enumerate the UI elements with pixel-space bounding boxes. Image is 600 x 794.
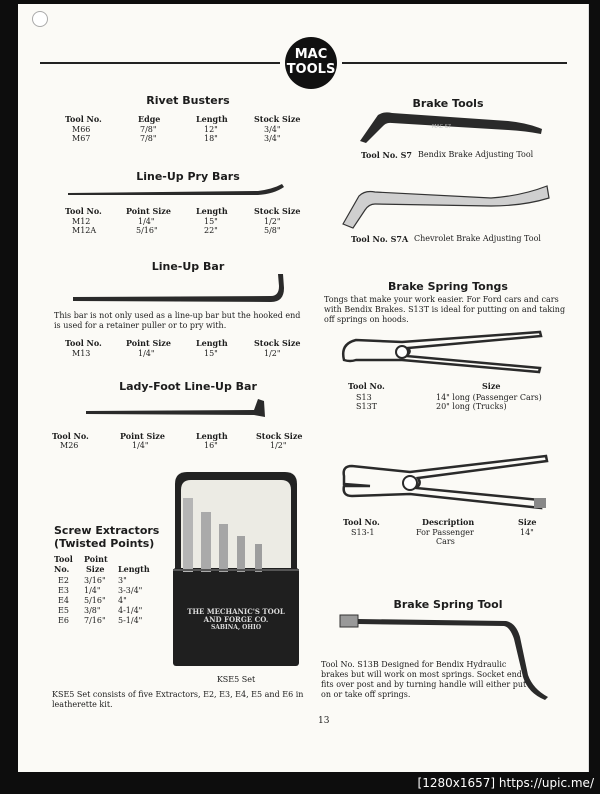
cell: 15"	[204, 349, 218, 358]
cell: 3-3/4"	[118, 586, 143, 595]
s7-tool-image	[358, 109, 548, 143]
s7a-label: Tool No. S7A	[351, 234, 409, 244]
cell: 7/16"	[84, 616, 106, 625]
cell: 1/4"	[138, 349, 155, 358]
header-point: Point	[84, 554, 108, 564]
cell: 4-1/4"	[118, 606, 143, 615]
page-number: 13	[318, 716, 330, 726]
header-stock-size: Stock Size	[254, 206, 301, 216]
header-stock-size: Stock Size	[254, 114, 301, 124]
header-rule-right	[342, 62, 567, 64]
cell: 7/8"	[140, 125, 157, 134]
s13-tongs-image	[340, 330, 552, 372]
header-stock-size: Stock Size	[254, 338, 301, 348]
header-stock-size: Stock Size	[256, 431, 303, 441]
tongs-description: Tongs that make your work easier. For Ford cars and cars with Bendix Brakes. S13T is ideal for putting on and taking off springs on hoods.	[324, 295, 566, 324]
screw-extractors-title: Screw Extractors	[54, 524, 160, 537]
s13b-description: Tool No. S13B Designed for Bendix Hydraulic brakes but will work on most springs. Socket end fits over post and by turning handle will either put on or take off springs.	[321, 660, 527, 699]
header-rule-left	[40, 62, 280, 64]
kit-set-label: KSE5 Set	[216, 675, 256, 684]
cell: 18"	[204, 134, 218, 143]
header-length: Length	[196, 338, 228, 348]
cell: 22"	[204, 226, 218, 235]
cell: 12"	[204, 125, 218, 134]
cell: M12A	[72, 226, 97, 235]
cell: M66	[72, 125, 91, 134]
header-length: Length	[196, 431, 228, 441]
cell: S13T	[356, 402, 377, 411]
cell: 1/4"	[84, 586, 101, 595]
lady-foot-bar-image	[86, 399, 271, 421]
cell: E2	[58, 576, 69, 585]
cell: E3	[58, 586, 69, 595]
cell: 3/16"	[84, 576, 106, 585]
cell: M12	[72, 217, 91, 226]
header-tool-no: Tool No.	[343, 517, 380, 527]
pry-bars-title: Line-Up Pry Bars	[136, 170, 240, 183]
cell: E4	[58, 596, 69, 605]
watermark: [1280x1657] https://upic.me/	[417, 776, 594, 790]
kit-print: THE MECHANIC'S TOOL AND FORGE CO. SABINA, OHIO	[187, 607, 285, 631]
header-tool-no: Tool No.	[65, 206, 102, 216]
cell: 1/2"	[264, 217, 281, 226]
s7-description: Bendix Brake Adjusting Tool	[418, 150, 534, 159]
screw-extractors-subtitle: (Twisted Points)	[54, 537, 155, 550]
cell: M13	[72, 349, 91, 358]
cell: 15"	[204, 217, 218, 226]
lineup-bar-image	[73, 274, 288, 306]
cell: 1/4"	[138, 217, 155, 226]
header-tool-no: Tool No.	[65, 338, 102, 348]
cell: 3/8"	[84, 606, 101, 615]
s13-1-tongs-image	[340, 456, 552, 512]
brake-spring-tool-title: Brake Spring Tool	[393, 598, 503, 611]
cell: 3/4"	[264, 134, 281, 143]
cell: 5/16"	[136, 226, 158, 235]
cell: 7/8"	[140, 134, 157, 143]
header-length: Length	[118, 564, 150, 574]
cell: 14" long (Passenger Cars)	[436, 393, 542, 402]
binder-hole	[32, 11, 48, 27]
header-no: No.	[54, 564, 70, 574]
cell: M67	[72, 134, 91, 143]
s7-label: Tool No. S7	[361, 150, 412, 160]
cell: 3/4"	[264, 125, 281, 134]
cell: 1/4"	[132, 441, 149, 450]
header-description: Description	[422, 517, 475, 527]
header-size: Size	[86, 564, 105, 574]
header-tool-no: Tool No.	[65, 114, 102, 124]
rivet-busters-title: Rivet Busters	[146, 94, 230, 107]
cell: 16"	[204, 441, 218, 450]
cell: Cars	[436, 537, 455, 546]
header-tool-no: Tool No.	[348, 381, 385, 391]
cell: E5	[58, 606, 69, 615]
s7a-tool-image	[341, 182, 551, 228]
lineup-bar-title: Line-Up Bar	[151, 260, 225, 273]
header-point-size: Point Size	[126, 338, 171, 348]
header-length: Length	[196, 206, 228, 216]
header-tool: Tool	[54, 554, 73, 564]
header-edge: Edge	[138, 114, 161, 124]
cell: For Passenger	[416, 528, 474, 537]
cell: 14"	[520, 528, 534, 537]
brake-spring-tongs-title: Brake Spring Tongs	[388, 280, 508, 293]
s7a-description: Chevrolet Brake Adjusting Tool	[414, 234, 541, 243]
brake-tools-title: Brake Tools	[412, 97, 484, 110]
cell: 1/2"	[270, 441, 287, 450]
lady-foot-title: Lady-Foot Line-Up Bar	[119, 380, 257, 393]
cell: M26	[60, 441, 79, 450]
cell: E6	[58, 616, 69, 625]
header-tool-no: Tool No.	[52, 431, 89, 441]
cell: S13	[356, 393, 372, 402]
pry-bar-image	[68, 184, 288, 200]
header-point-size: Point Size	[126, 206, 171, 216]
header-point-size: Point Size	[120, 431, 165, 441]
cell: 5-1/4"	[118, 616, 143, 625]
cell: 20" long (Trucks)	[436, 402, 507, 411]
cell: 5/16"	[84, 596, 106, 605]
header-size: Size	[518, 517, 537, 527]
cell: 1/2"	[264, 349, 281, 358]
header-size: Size	[482, 381, 501, 391]
mac-tools-logo: MAC TOOLS	[285, 37, 337, 89]
header-length: Length	[196, 114, 228, 124]
kit-set-note: KSE5 Set consists of five Extractors, E2, E3, E4, E5 and E6 in leatherette kit.	[52, 690, 304, 709]
cell: 4"	[118, 596, 127, 605]
svg-text:MAC S7: MAC S7	[432, 124, 452, 130]
catalog-page	[18, 4, 589, 772]
cell: 3"	[118, 576, 127, 585]
cell: 5/8"	[264, 226, 281, 235]
extractor-kit-image	[171, 470, 301, 668]
lineup-bar-description: This bar is not only used as a line-up bar but the hooked end is used for a retainer puller or to pry with.	[54, 311, 301, 330]
cell: S13-1	[351, 528, 375, 537]
